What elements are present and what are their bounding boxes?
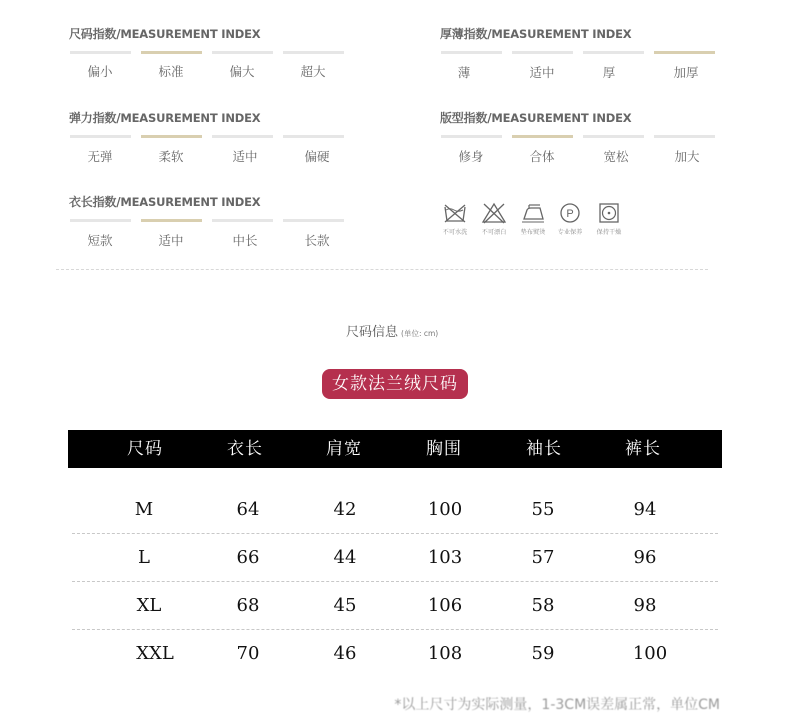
- table-cell: 57: [531, 547, 555, 568]
- index-option-selected: 合体: [529, 149, 555, 164]
- index-segment: [70, 135, 131, 138]
- table-cell: 45: [333, 595, 357, 616]
- svg-text:P: P: [566, 208, 574, 220]
- index-title: [69, 25, 260, 42]
- table-header-cell: 衣长: [227, 439, 263, 459]
- index-segment-selected: [654, 51, 715, 54]
- index-option: 加大: [674, 149, 700, 164]
- index-segment: [283, 135, 344, 138]
- size-table-header: [68, 430, 722, 468]
- table-header-cell: 袖长: [526, 439, 562, 459]
- index-segment: [283, 219, 344, 222]
- table-cell-size: L: [138, 547, 150, 568]
- section-divider: [56, 269, 708, 270]
- table-cell: 96: [633, 547, 657, 568]
- index-segment: [583, 51, 644, 54]
- index-option-selected: 加厚: [673, 65, 699, 80]
- care-item-professional-clean: [551, 202, 589, 236]
- index-title: [69, 193, 260, 210]
- index-title-en: MEASUREMENT INDEX: [120, 111, 261, 125]
- index-option-selected: 适中: [158, 233, 184, 248]
- table-cell: 103: [427, 547, 463, 568]
- index-segment: [441, 135, 502, 138]
- index-option: 厚: [602, 65, 616, 80]
- index-option: 长款: [304, 233, 330, 248]
- care-label: 不可水洗: [442, 228, 468, 236]
- index-title: [440, 25, 631, 42]
- table-cell: 108: [427, 643, 463, 664]
- index-title-cn: 弹力指数/: [69, 111, 121, 125]
- index-title-cn: 衣长指数/: [69, 195, 121, 209]
- professional-clean-icon: [558, 202, 582, 224]
- table-cell-size: XXL: [136, 643, 174, 664]
- index-segment-selected: [141, 219, 202, 222]
- table-cell: 100: [632, 643, 668, 664]
- index-option-selected: 柔软: [158, 149, 184, 164]
- size-info-heading: [346, 321, 438, 340]
- table-cell: 46: [333, 643, 357, 664]
- no-wash-icon: [443, 202, 467, 224]
- care-item-low-iron: [514, 202, 552, 236]
- index-option: 修身: [458, 149, 484, 164]
- index-segment: [441, 51, 502, 54]
- index-title-cn: 厚薄指数/: [440, 27, 492, 41]
- index-segment-selected: [512, 135, 573, 138]
- table-cell: 64: [236, 499, 260, 520]
- care-item-no-bleach: [475, 202, 513, 236]
- index-option: 无弹: [87, 149, 113, 164]
- index-segment: [70, 51, 131, 54]
- index-option: 薄: [457, 65, 471, 80]
- size-info-unit: (单位: cm): [401, 329, 439, 338]
- index-segment: [583, 135, 644, 138]
- table-row: [72, 630, 718, 678]
- index-option-selected: 标准: [158, 64, 184, 79]
- index-title: [69, 109, 260, 126]
- table-cell: 94: [633, 499, 657, 520]
- index-title-cn: 尺码指数/: [69, 27, 121, 41]
- index-segment-selected: [141, 135, 202, 138]
- table-cell: 106: [427, 595, 463, 616]
- index-title-en: MEASUREMENT INDEX: [491, 27, 632, 41]
- table-cell: 98: [633, 595, 657, 616]
- index-option: 适中: [232, 149, 258, 164]
- index-title: [440, 109, 631, 126]
- size-info-title: 尺码信息: [346, 325, 399, 340]
- table-cell: 58: [531, 595, 555, 616]
- table-cell-size: M: [134, 499, 154, 520]
- index-title-en: MEASUREMENT INDEX: [491, 111, 632, 125]
- index-segment: [212, 51, 273, 54]
- index-segment: [654, 135, 715, 138]
- index-segment-selected: [141, 51, 202, 54]
- index-option: 宽松: [603, 149, 629, 164]
- index-option: 超大: [300, 64, 326, 79]
- care-item-no-wash: [436, 202, 474, 236]
- table-row: [72, 486, 718, 534]
- care-label: 专业保养: [557, 228, 583, 236]
- index-segment: [70, 219, 131, 222]
- index-segment: [283, 51, 344, 54]
- index-title-en: MEASUREMENT INDEX: [120, 27, 261, 41]
- table-cell: 55: [531, 499, 555, 520]
- index-option: 中长: [232, 233, 258, 248]
- care-label: 保持干燥: [596, 228, 622, 236]
- care-item-tumble-dry: [590, 202, 628, 236]
- table-cell: 59: [531, 643, 555, 664]
- table-header-cell: 尺码: [127, 439, 163, 459]
- index-segment: [212, 135, 273, 138]
- table-cell: 66: [236, 547, 260, 568]
- index-option: 适中: [529, 65, 555, 80]
- index-title-cn: 版型指数/: [440, 111, 492, 125]
- table-cell-size: XL: [136, 595, 162, 616]
- no-bleach-icon: [481, 202, 507, 224]
- care-label: 垫布熨烫: [520, 228, 546, 236]
- low-iron-icon: [520, 202, 546, 224]
- table-header-cell: 肩宽: [326, 439, 362, 459]
- size-chart-badge: 女款法兰绒尺码: [322, 369, 468, 399]
- table-cell: 70: [236, 643, 260, 664]
- table-row: [72, 534, 718, 582]
- table-cell: 44: [333, 547, 357, 568]
- index-segment: [212, 219, 273, 222]
- index-option: 偏硬: [304, 149, 330, 164]
- index-option: 偏大: [229, 64, 255, 79]
- index-option: 短款: [87, 233, 113, 248]
- table-cell: 68: [236, 595, 260, 616]
- measurement-note: *以上尺寸为实际测量，1-3CM误差属正常，单位CM: [394, 697, 720, 713]
- table-cell: 100: [427, 499, 463, 520]
- table-cell: 42: [333, 499, 357, 520]
- index-segment: [512, 51, 573, 54]
- tumble-dry-icon: [597, 202, 621, 224]
- table-header-cell: 胸围: [426, 439, 462, 459]
- table-header-cell: 裤长: [625, 439, 661, 459]
- index-option: 偏小: [87, 64, 113, 79]
- table-row: [72, 582, 718, 630]
- index-title-en: MEASUREMENT INDEX: [120, 195, 261, 209]
- care-label: 不可漂白: [481, 228, 507, 236]
